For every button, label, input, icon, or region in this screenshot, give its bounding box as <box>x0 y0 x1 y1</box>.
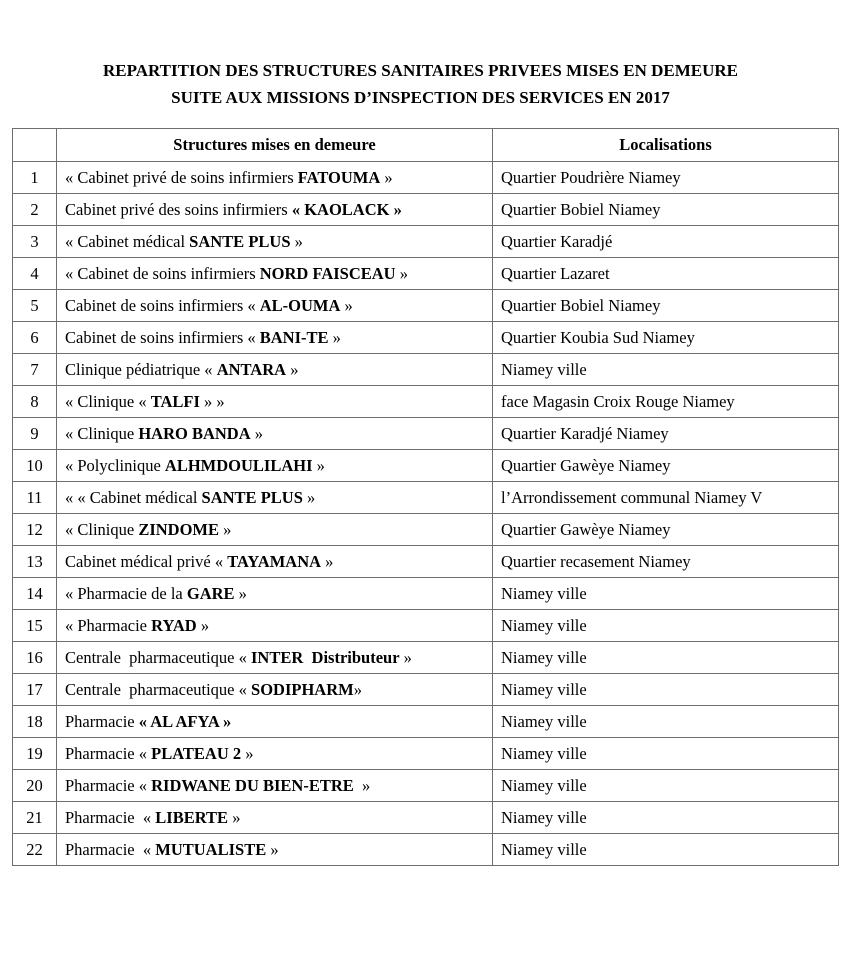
structure-cell <box>57 514 493 546</box>
structure-suffix: » <box>312 455 325 475</box>
structure-suffix: » <box>241 743 254 763</box>
table-row <box>13 194 839 226</box>
row-number: 5 <box>13 290 57 322</box>
structure-name: TALFI <box>150 391 200 411</box>
structure-cell <box>57 642 493 674</box>
table-row <box>13 290 839 322</box>
structure-cell <box>57 770 493 802</box>
structure-name: SANTE PLUS <box>189 231 291 251</box>
structure-name: ANTARA <box>216 359 287 379</box>
structure-name: « AL AFYA » <box>138 711 232 731</box>
localisation-cell: Quartier Bobiel Niamey <box>493 290 839 322</box>
row-number: 20 <box>13 770 57 802</box>
localisation-cell: Quartier Karadjé <box>493 226 839 258</box>
structure-suffix: » <box>290 231 303 251</box>
structure-cell <box>57 610 493 642</box>
row-number: 21 <box>13 802 57 834</box>
structure-cell <box>57 738 493 770</box>
localisation-cell: Quartier Bobiel Niamey <box>493 194 839 226</box>
localisation-cell: Quartier Gawèye Niamey <box>493 450 839 482</box>
localisation-cell: Niamey ville <box>493 642 839 674</box>
structure-prefix: Pharmacie « <box>65 807 156 827</box>
header-number <box>13 129 57 162</box>
row-number: 9 <box>13 418 57 450</box>
structure-name: « KAOLACK » <box>291 199 402 219</box>
structure-prefix: Cabinet privé des soins infirmiers <box>65 199 292 219</box>
table-row <box>13 226 839 258</box>
localisation-cell: Niamey ville <box>493 354 839 386</box>
structure-suffix: » <box>321 551 334 571</box>
table-row <box>13 386 839 418</box>
localisation-cell: Niamey ville <box>493 770 839 802</box>
localisation-cell: Quartier Koubia Sud Niamey <box>493 322 839 354</box>
row-number: 8 <box>13 386 57 418</box>
structure-name: GARE <box>186 583 235 603</box>
localisation-cell: Quartier Gawèye Niamey <box>493 514 839 546</box>
structure-suffix: » <box>219 519 232 539</box>
structure-name: SANTE PLUS <box>201 487 303 507</box>
structure-prefix: Centrale pharmaceutique « <box>65 679 252 699</box>
row-number: 15 <box>13 610 57 642</box>
structure-prefix: Pharmacie « <box>65 775 152 795</box>
structure-suffix: » <box>250 423 264 443</box>
structure-name: BANI-TE <box>259 327 329 347</box>
row-number: 14 <box>13 578 57 610</box>
structure-suffix: » <box>286 359 299 379</box>
table-row <box>13 258 839 290</box>
table-row <box>13 834 839 866</box>
table-row <box>13 642 839 674</box>
structure-cell <box>57 258 493 290</box>
row-number: 17 <box>13 674 57 706</box>
structure-suffix: » <box>353 679 362 699</box>
row-number: 19 <box>13 738 57 770</box>
structure-suffix: » <box>328 327 341 347</box>
table-row <box>13 738 839 770</box>
table-row <box>13 322 839 354</box>
structure-cell <box>57 354 493 386</box>
row-number: 6 <box>13 322 57 354</box>
document-title <box>0 57 841 111</box>
structure-name: RIDWANE DU BIEN-ETRE <box>151 775 354 795</box>
structure-suffix: » <box>234 583 247 603</box>
structure-name: INTER Distributeur <box>251 647 400 667</box>
table-header-row <box>13 129 839 162</box>
structure-prefix: « Polyclinique <box>65 455 165 475</box>
table-row <box>13 578 839 610</box>
table-row <box>13 802 839 834</box>
table-row <box>13 706 839 738</box>
structure-prefix: « Pharmacie de la <box>65 583 187 603</box>
localisation-cell: Niamey ville <box>493 738 839 770</box>
localisation-cell: Niamey ville <box>493 834 839 866</box>
structure-cell <box>57 290 493 322</box>
table-row <box>13 482 839 514</box>
structure-cell <box>57 418 493 450</box>
structure-prefix: « Cabinet privé de soins infirmiers <box>65 167 298 187</box>
header-structures: Structures mises en demeure <box>57 129 493 162</box>
localisation-cell: l’Arrondissement communal Niamey V <box>493 482 839 514</box>
structure-cell <box>57 386 493 418</box>
table-body <box>13 162 839 866</box>
localisation-cell: Niamey ville <box>493 674 839 706</box>
structure-suffix: » <box>353 775 371 795</box>
structure-suffix: » <box>399 647 412 667</box>
structure-name: FATOUMA <box>297 167 381 187</box>
structure-suffix: » <box>302 487 316 507</box>
row-number: 2 <box>13 194 57 226</box>
structure-prefix: « « Cabinet médical <box>65 487 202 507</box>
structure-prefix: Cabinet de soins infirmiers « <box>65 295 260 315</box>
structure-suffix: » <box>228 807 241 827</box>
structure-name: ALHMDOULILAHI <box>164 455 313 475</box>
table-row <box>13 450 839 482</box>
structure-prefix: Centrale pharmaceutique « <box>65 647 252 667</box>
localisation-cell: Quartier Poudrière Niamey <box>493 162 839 194</box>
document-title-line-2: SUITE AUX MISSIONS D’INSPECTION DES SERVICES EN 2017 <box>171 88 670 107</box>
structure-suffix: » <box>380 167 393 187</box>
localisation-cell: Quartier recasement Niamey <box>493 546 839 578</box>
localisation-cell: Niamey ville <box>493 610 839 642</box>
localisation-cell: face Magasin Croix Rouge Niamey <box>493 386 839 418</box>
table-row <box>13 674 839 706</box>
structure-name: RYAD <box>151 615 197 635</box>
row-number: 1 <box>13 162 57 194</box>
structure-cell <box>57 802 493 834</box>
row-number: 16 <box>13 642 57 674</box>
row-number: 4 <box>13 258 57 290</box>
structure-name: SODIPHARM <box>251 679 354 699</box>
table-row <box>13 770 839 802</box>
structure-name: ZINDOME <box>138 519 220 539</box>
table-row <box>13 354 839 386</box>
structure-cell <box>57 194 493 226</box>
structure-cell <box>57 322 493 354</box>
table-row <box>13 610 839 642</box>
row-number: 10 <box>13 450 57 482</box>
document-title-line-1: REPARTITION DES STRUCTURES SANITAIRES PRIVEES MISES EN DEMEURE <box>102 61 738 80</box>
structure-suffix: » <box>196 615 210 635</box>
structure-cell <box>57 706 493 738</box>
structure-name: HARO BANDA <box>138 423 251 443</box>
structure-prefix: Pharmacie « <box>65 743 152 763</box>
structure-prefix: Pharmacie « <box>65 839 156 859</box>
table-row <box>13 546 839 578</box>
structure-cell <box>57 834 493 866</box>
row-number: 13 <box>13 546 57 578</box>
table-row <box>13 418 839 450</box>
row-number: 3 <box>13 226 57 258</box>
structure-prefix: Pharmacie <box>65 711 139 731</box>
localisation-cell: Quartier Karadjé Niamey <box>493 418 839 450</box>
structure-prefix: « Pharmacie <box>65 615 152 635</box>
structure-suffix: » » <box>199 391 225 411</box>
row-number: 12 <box>13 514 57 546</box>
structure-name: NORD FAISCEAU <box>259 263 396 283</box>
localisation-cell: Niamey ville <box>493 802 839 834</box>
structure-cell <box>57 226 493 258</box>
structure-prefix: « Cabinet médical <box>65 231 190 251</box>
structure-cell <box>57 482 493 514</box>
structure-suffix: » <box>266 839 279 859</box>
structure-suffix: » <box>395 263 408 283</box>
table-row <box>13 514 839 546</box>
row-number: 11 <box>13 482 57 514</box>
table-row <box>13 162 839 194</box>
structure-prefix: Clinique pédiatrique « <box>65 359 217 379</box>
structure-prefix: « Clinique <box>65 423 139 443</box>
structure-name: AL-OUMA <box>259 295 341 315</box>
row-number: 7 <box>13 354 57 386</box>
structure-prefix: « Clinique <box>65 519 139 539</box>
localisation-cell: Niamey ville <box>493 706 839 738</box>
row-number: 18 <box>13 706 57 738</box>
structure-cell <box>57 162 493 194</box>
structure-prefix: « Clinique « <box>65 391 151 411</box>
structure-name: LIBERTE <box>155 807 229 827</box>
structures-table <box>12 128 839 866</box>
structure-cell <box>57 546 493 578</box>
structure-suffix: » <box>340 295 353 315</box>
structure-cell <box>57 578 493 610</box>
structure-name: TAYAMANA <box>227 551 322 571</box>
header-localisations: Localisations <box>493 129 839 162</box>
localisation-cell: Quartier Lazaret <box>493 258 839 290</box>
structure-prefix: « Cabinet de soins infirmiers <box>65 263 260 283</box>
structure-prefix: Cabinet médical privé « <box>65 551 228 571</box>
row-number: 22 <box>13 834 57 866</box>
structure-prefix: Cabinet de soins infirmiers « <box>65 327 260 347</box>
structure-name: PLATEAU 2 <box>151 743 242 763</box>
structure-cell <box>57 450 493 482</box>
structure-name: MUTUALISTE <box>155 839 267 859</box>
localisation-cell: Niamey ville <box>493 578 839 610</box>
structure-cell <box>57 674 493 706</box>
